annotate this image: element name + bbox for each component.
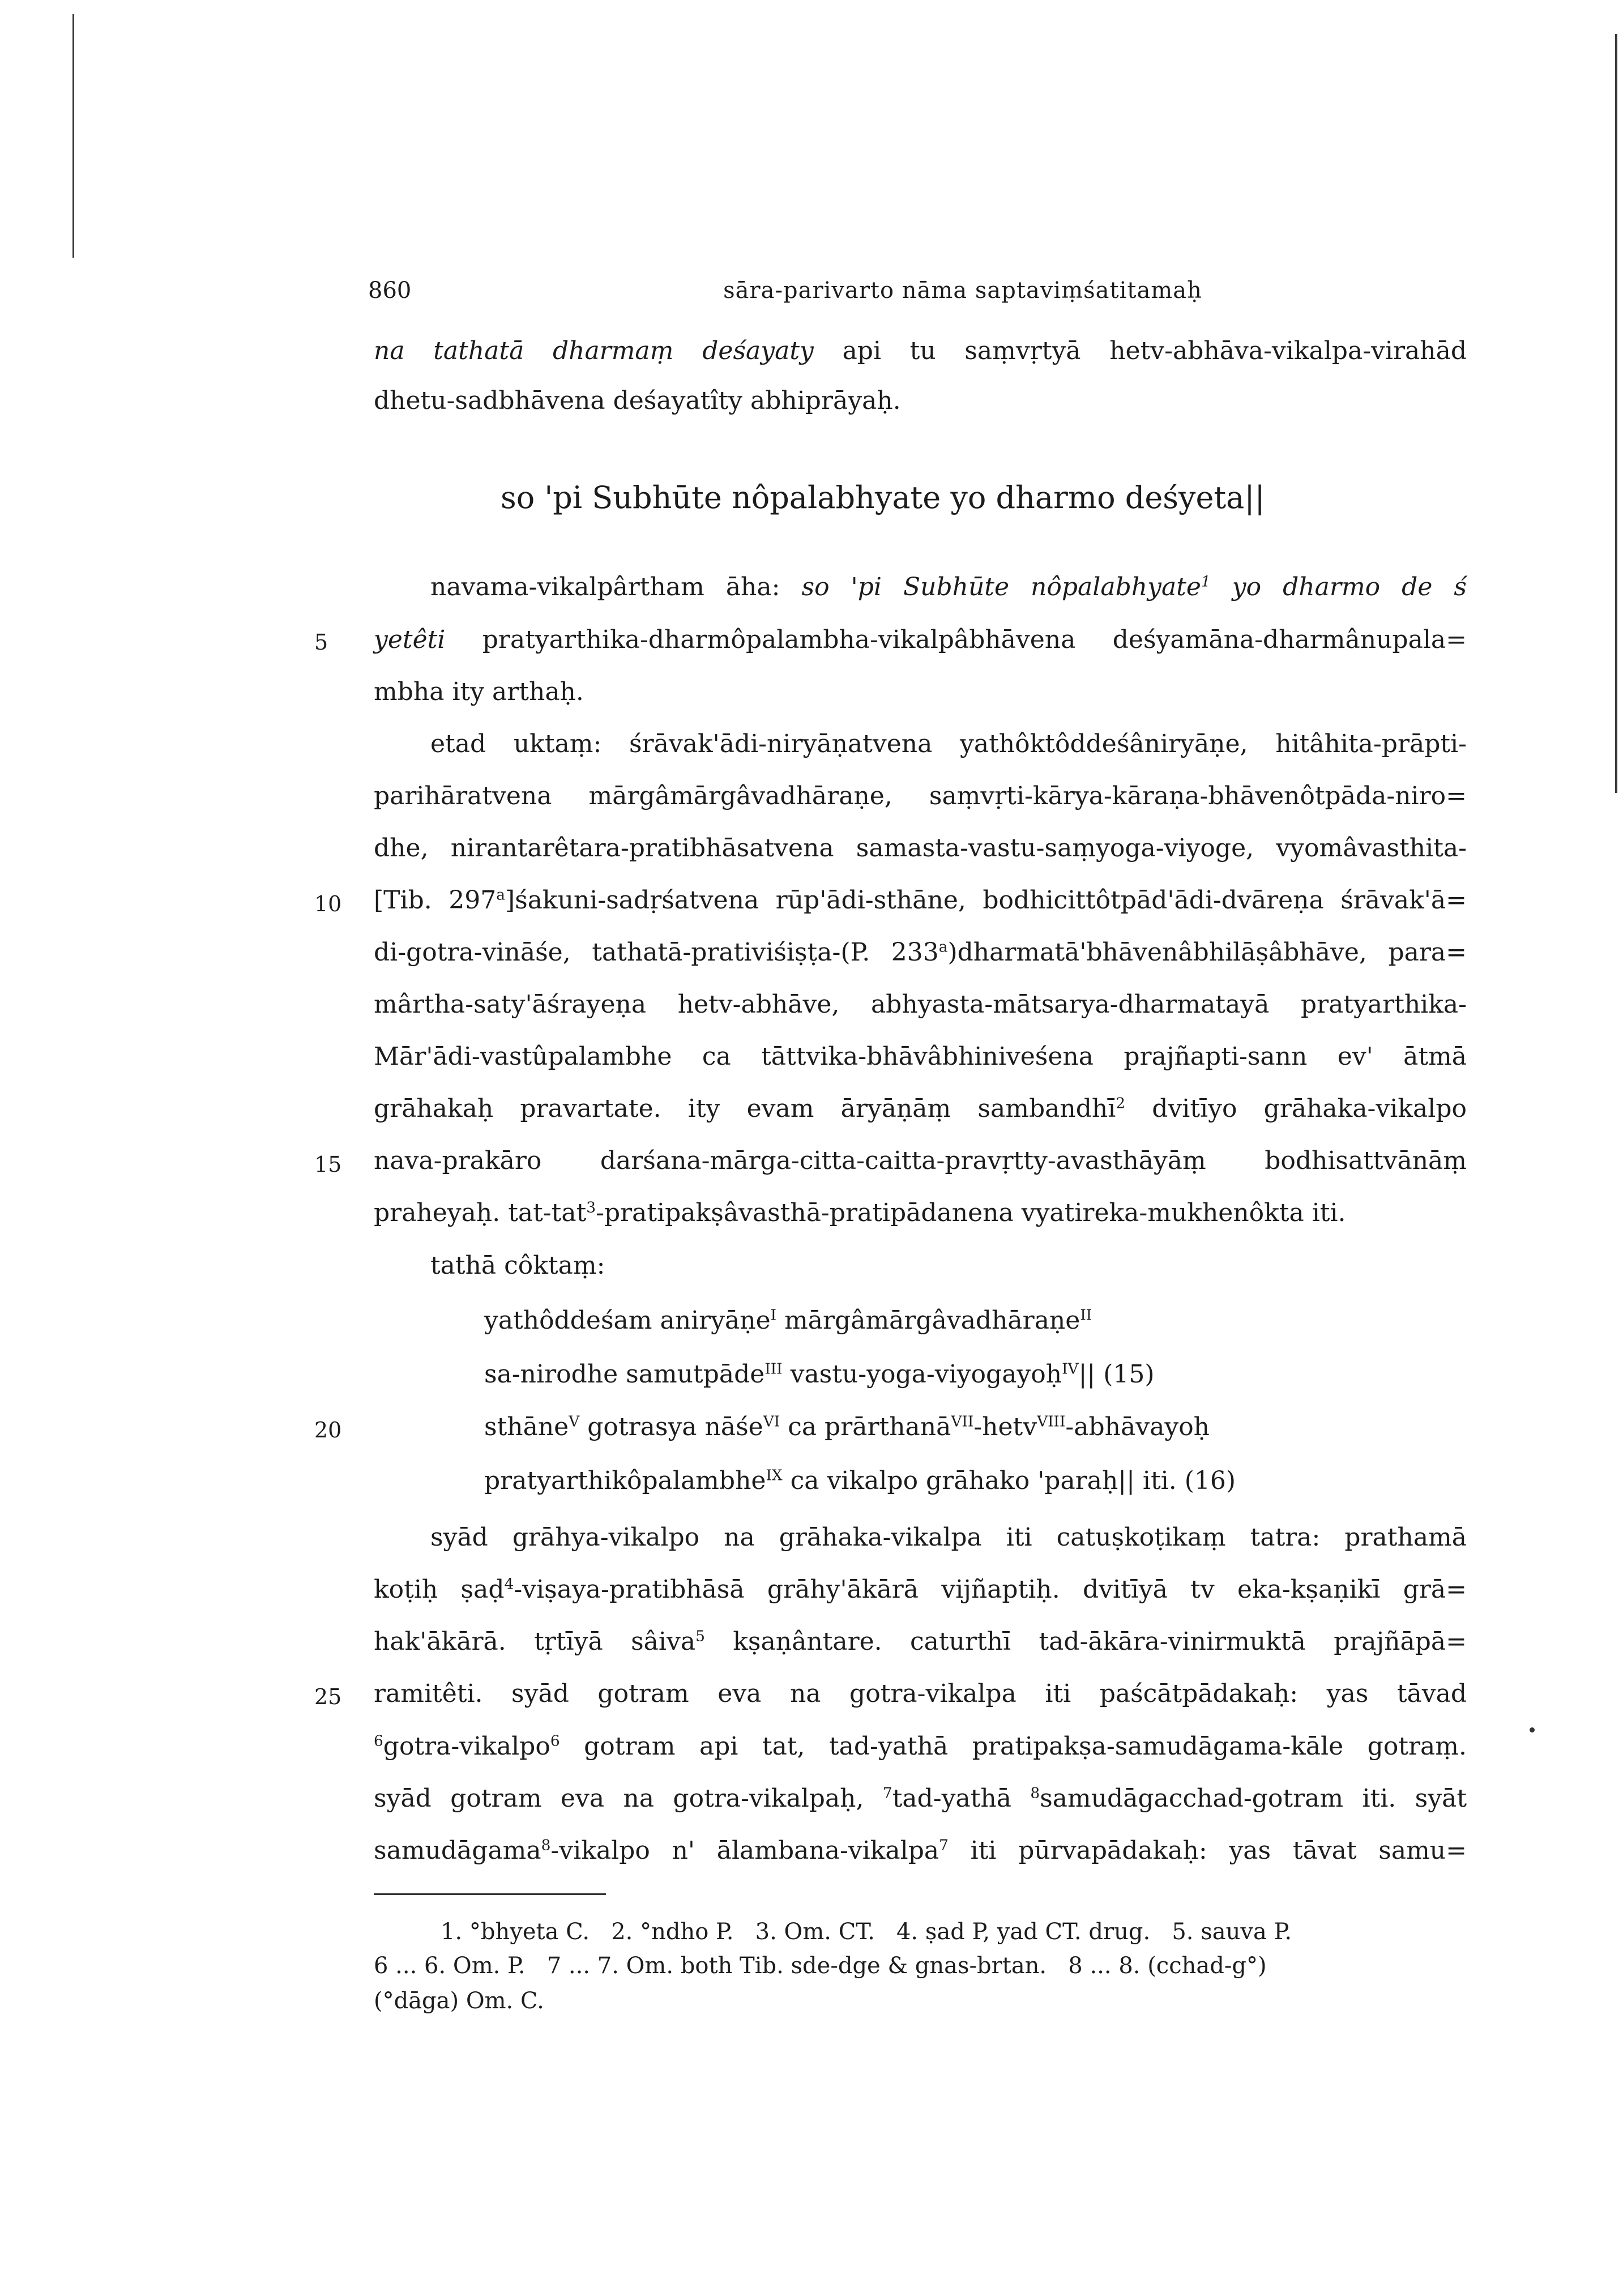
verse-line: pratyarthikôpalambhe$^{IX}$ ca vikalpo grāhako 'paraḥ|| iti. (16) [484, 1466, 1236, 1495]
text-line [430, 575, 1467, 600]
scan-edge-line-left [72, 14, 74, 258]
scan-edge-line-right [1615, 34, 1617, 793]
text-line: syād grāhya-vikalpo na grāhaka-vikalpa iti catuṣkoṭikaṃ tatra: prathamā [430, 1523, 1467, 1552]
running-title: sāra-parivarto nāma saptaviṃśatitamaḥ [723, 278, 1202, 304]
text-line: samudāgama$^8$-vikalpo n' ālambana-vikalpa$^7$ iti pūrvapādakaḥ: yas tāvat samu= [374, 1836, 1467, 1865]
text-line: nava-prakāro darśana-mārga-citta-caitta-pravṛtty-avasthāyāṃ bodhisattvānāṃ [374, 1146, 1467, 1175]
text-line: [Tib. 297$^a$]śakuni-sadṛśatvena rūp'ādi-sthāne, bodhicittôtpād'ādi-dvāreṇa śrāvak'ā= [374, 886, 1467, 915]
text-line: tathā côktaṃ: [430, 1251, 605, 1280]
text-line: parihāratvena mārgâmārgâvadhāraṇe, saṃvṛti-kārya-kāraṇa-bhāvenôtpāda-niro= [374, 782, 1467, 810]
footnote-line: (°dāga) Om. C. [374, 1988, 544, 2014]
root-verse: so 'pi Subhūte nôpalabhyate yo dharmo deśyeta|| [501, 480, 1265, 515]
scan-speck [1530, 1727, 1535, 1732]
text-line: grāhakaḥ pravartate. ity evam āryāṇāṃ sambandhī$^2$ dvitīyo grāhaka-vikalpo [374, 1094, 1467, 1123]
text-line: $^6$gotra-vikalpo$^6$ gotram api tat, tad-yathā pratipakṣa-samudāgama-kāle gotraṃ. [374, 1732, 1467, 1761]
footnote-rule [374, 1893, 606, 1895]
page-header [368, 278, 1444, 317]
text-line: etad uktaṃ: śrāvak'ādi-niryāṇatvena yathôktôddeśâniryāṇe, hitâhita-prāpti- [430, 729, 1467, 758]
line-number: 5 [314, 630, 328, 655]
text-line: dhe, nirantarêtara-pratibhāsatvena samasta-vastu-saṃyoga-viyoge, vyomâvasthita- [374, 834, 1467, 863]
text-line: hak'ākārā. tṛtīyā sâiva$^5$ kṣaṇântare. caturthī tad-ākāra-vinirmuktā prajñāpā= [374, 1627, 1467, 1656]
footnote-line: 6 ... 6. Om. P. 7 ... 7. Om. both Tib. sde-dge & gnas-brtan. 8 ... 8. (cchad-g°) [374, 1953, 1267, 1979]
text-line: mbha ity arthaḥ. [374, 677, 584, 706]
text-line: mârtha-saty'āśrayeṇa hetv-abhāve, abhyasta-mātsarya-dharmatayā pratyarthika- [374, 990, 1467, 1019]
text-span: pratyarthika-dharmôpalambha-vikalpâbhāvena deśyamāna-dharmânupala= [482, 625, 1467, 654]
text-line: syād gotram eva na gotra-vikalpaḥ, $^7$tad-yathā $^8$samudāgacchad-gotram iti. syāt [374, 1784, 1467, 1813]
italic-phrase: na tathatā dharmaṃ deśayaty [374, 336, 814, 365]
text-line: koṭiḥ ṣaḍ$^4$-viṣaya-pratibhāsā grāhy'ākārā vijñaptiḥ. dvitīyā tv eka-kṣaṇikī grā= [374, 1575, 1467, 1604]
page-number: 860 [368, 278, 412, 304]
verse-line: yathôddeśam aniryāṇe$^I$ mārgâmārgâvadhāraṇe$^{II}$ [484, 1306, 1092, 1335]
text-line [374, 625, 1467, 654]
text-span: navama-vikalpârtham āha: [430, 573, 780, 601]
verse-line: sthāne$^V$ gotrasya nāśe$^{VI}$ ca prārthanā$^{VII}$-hetv$^{VIII}$-abhāvayoḥ [484, 1412, 1210, 1441]
line-number: 20 [314, 1418, 342, 1443]
footnote-line: 1. °bhyeta C. 2. °ndho P. 3. Om. CT. 4. ṣad P, yad CT. drug. 5. sauva P. [441, 1919, 1292, 1945]
text-line: di-gotra-vināśe, tathatā-prativiśiṣṭa-(P. 233$^a$)dharmatā'bhāvenâbhilāṣâbhāve, para= [374, 938, 1467, 967]
line-number: 25 [314, 1684, 342, 1709]
italic-phrase: yetêti [374, 625, 446, 654]
line-number: 15 [314, 1152, 342, 1177]
text-line: praheyaḥ. tat-tat$^3$-pratipakṣâvasthā-pratipādanena vyatireka-mukhenôkta iti. [374, 1198, 1346, 1227]
verse-line: sa-nirodhe samutpāde$^{III}$ vastu-yoga-viyogayoḥ$^{IV}$|| (15) [484, 1360, 1155, 1389]
italic-phrase: so 'pi Subhūte nôpalabhyate$^1$ yo dharmo de ś [801, 573, 1467, 601]
text-line: Mār'ādi-vastûpalambhe ca tāttvika-bhāvâbhiniveśena prajñapti-sann ev' ātmā [374, 1042, 1467, 1071]
line-number: 10 [314, 891, 342, 916]
text-line [374, 336, 1467, 365]
text-line: dhetu-sadbhāvena deśayatîty abhiprāyaḥ. [374, 386, 901, 415]
text-line: ramitêti. syād gotram eva na gotra-vikalpa iti paścātpādakaḥ: yas tāvad [374, 1679, 1467, 1708]
text-span: api tu saṃvṛtyā hetv-abhāva-vikalpa-virahād [842, 336, 1467, 365]
